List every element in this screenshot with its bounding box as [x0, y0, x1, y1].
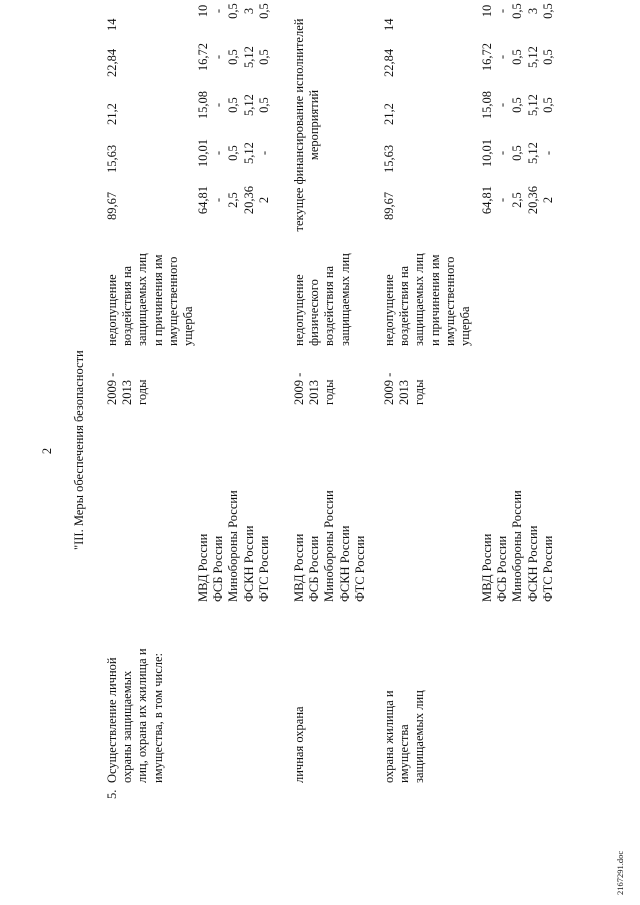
- agency-value: 2,5: [510, 192, 525, 208]
- agency-value: 0,5: [510, 97, 525, 113]
- total-value: 89,67: [105, 191, 119, 220]
- total-value: 21,2: [105, 103, 119, 125]
- measure-text-line: имущества, в том числе:: [150, 652, 165, 783]
- goal-text-line: имущественного: [442, 256, 457, 346]
- agency-name: ФСКН России: [241, 525, 256, 602]
- goal-text-line: защищаемых лиц: [135, 253, 150, 346]
- agency-value: 16,72: [196, 42, 210, 72]
- page-number: 2: [40, 447, 54, 455]
- agency-value: 10,01: [480, 138, 494, 168]
- period-text-line: годы: [412, 379, 427, 405]
- goal-text-line: недопущение: [382, 274, 396, 346]
- agency-value: 0,5: [226, 49, 241, 65]
- agency-value: 2: [540, 196, 555, 204]
- agency-value: 5,12: [241, 94, 256, 116]
- goal-text-line: имущественного: [165, 256, 180, 346]
- agency-name: Минобороны России: [510, 490, 525, 602]
- measure-text-line: имущества: [397, 724, 412, 783]
- goal-text-line: защищаемых лиц: [337, 253, 352, 346]
- agency-value: -: [211, 8, 226, 14]
- agency-value: -: [256, 150, 271, 156]
- agency-value: -: [211, 150, 226, 156]
- total-value: 21,2: [382, 103, 396, 125]
- period-text-line: 2009 -: [382, 372, 396, 405]
- period-text-line: 2013: [120, 380, 135, 405]
- agency-value: 0,5: [256, 3, 271, 19]
- agency-name: Минобороны России: [226, 490, 241, 602]
- agency-value: -: [495, 197, 510, 203]
- goal-text-line: недопущение: [105, 274, 119, 346]
- goal-text-line: физического: [307, 279, 322, 346]
- agency-value: 0,5: [510, 49, 525, 65]
- agency-value: 20,36: [241, 185, 256, 215]
- period-text-line: годы: [322, 379, 337, 405]
- row-number: 5.: [105, 789, 119, 799]
- agency-name: МВД России: [480, 533, 494, 602]
- period-text-line: 2009 -: [292, 372, 306, 405]
- total-value: 14: [382, 18, 396, 31]
- agency-name: ФТС России: [256, 535, 271, 602]
- agency-value: 0,5: [510, 145, 525, 161]
- goal-text-line: воздействия на: [397, 265, 412, 346]
- agency-name: ФТС России: [352, 535, 367, 602]
- agency-name: МВД России: [292, 533, 306, 602]
- agency-value: 0,5: [226, 145, 241, 161]
- agency-value: 15,08: [480, 90, 494, 120]
- period-text-line: 2013: [307, 380, 322, 405]
- total-value: 22,84: [105, 48, 119, 77]
- agency-value: -: [495, 8, 510, 14]
- agency-value: 0,5: [540, 49, 555, 65]
- agency-name: ФСКН России: [337, 525, 352, 602]
- total-value: 14: [105, 18, 119, 31]
- measure-text-line: охраны защищаемых: [120, 670, 135, 783]
- measure-text-line: лиц, охрана их жилища и: [135, 648, 150, 783]
- funding-note-line: текущее финансирование исполнителей: [292, 18, 306, 232]
- agency-value: 2: [256, 196, 271, 204]
- goal-text-line: недопущение: [292, 274, 306, 346]
- agency-name: МВД России: [196, 533, 210, 602]
- agency-value: -: [495, 102, 510, 108]
- agency-value: 15,08: [196, 90, 210, 120]
- agency-value: -: [495, 150, 510, 156]
- agency-value: 16,72: [480, 42, 494, 72]
- agency-value: 0,5: [226, 97, 241, 113]
- agency-name: Минобороны России: [322, 490, 337, 602]
- agency-value: 10,01: [196, 138, 210, 168]
- agency-value: 64,81: [196, 185, 210, 215]
- goal-text-line: ущерба: [181, 306, 195, 346]
- agency-value: 20,36: [525, 185, 540, 215]
- agency-value: 3: [525, 7, 540, 15]
- agency-value: -: [540, 150, 555, 156]
- goal-text-line: воздействия на: [120, 265, 135, 346]
- agency-name: ФСБ России: [495, 535, 510, 602]
- agency-value: 0,5: [256, 49, 271, 65]
- total-value: 89,67: [382, 191, 396, 220]
- agency-value: 10: [480, 4, 494, 18]
- agency-value: 0,5: [256, 97, 271, 113]
- footer-filename: 2167291.doc: [615, 850, 625, 895]
- measure-text-line: охрана жилища и: [382, 690, 396, 783]
- agency-value: 5,12: [525, 46, 540, 68]
- agency-value: 2,5: [226, 192, 241, 208]
- section-title: "III. Меры обеспечения безопасности: [72, 350, 86, 550]
- measure-text-line: Осуществление личной: [105, 657, 119, 783]
- total-value: 15,63: [105, 144, 119, 173]
- agency-value: 3: [241, 7, 256, 15]
- total-value: 22,84: [382, 48, 396, 77]
- agency-name: ФТС России: [540, 535, 555, 602]
- funding-note-line: мероприятий: [307, 89, 322, 161]
- period-text-line: 2013: [397, 380, 412, 405]
- agency-value: 0,5: [540, 97, 555, 113]
- total-value: 15,63: [382, 144, 396, 173]
- goal-text-line: и причинения им: [427, 254, 442, 346]
- agency-value: 10: [196, 4, 210, 18]
- agency-value: 5,12: [241, 46, 256, 68]
- agency-value: 5,12: [525, 94, 540, 116]
- goal-text-line: ущерба: [458, 306, 472, 346]
- agency-value: 0,5: [226, 3, 241, 19]
- agency-value: 0,5: [510, 3, 525, 19]
- goal-text-line: защищаемых лиц: [412, 253, 427, 346]
- agency-value: 5,12: [525, 142, 540, 164]
- agency-value: -: [211, 54, 226, 60]
- agency-name: ФСБ России: [211, 535, 226, 602]
- period-text-line: 2009 -: [105, 372, 119, 405]
- agency-value: 64,81: [480, 185, 494, 215]
- agency-value: 5,12: [241, 142, 256, 164]
- agency-value: -: [211, 197, 226, 203]
- period-text-line: годы: [135, 379, 150, 405]
- agency-name: ФСКН России: [525, 525, 540, 602]
- measure-text-line: личная охрана: [292, 706, 306, 783]
- measure-text-line: защищаемых лиц: [412, 690, 427, 783]
- agency-value: -: [495, 54, 510, 60]
- agency-value: -: [211, 102, 226, 108]
- goal-text-line: воздействия на: [322, 265, 337, 346]
- agency-value: 0,5: [540, 3, 555, 19]
- goal-text-line: и причинения им: [150, 254, 165, 346]
- agency-name: ФСБ России: [307, 535, 322, 602]
